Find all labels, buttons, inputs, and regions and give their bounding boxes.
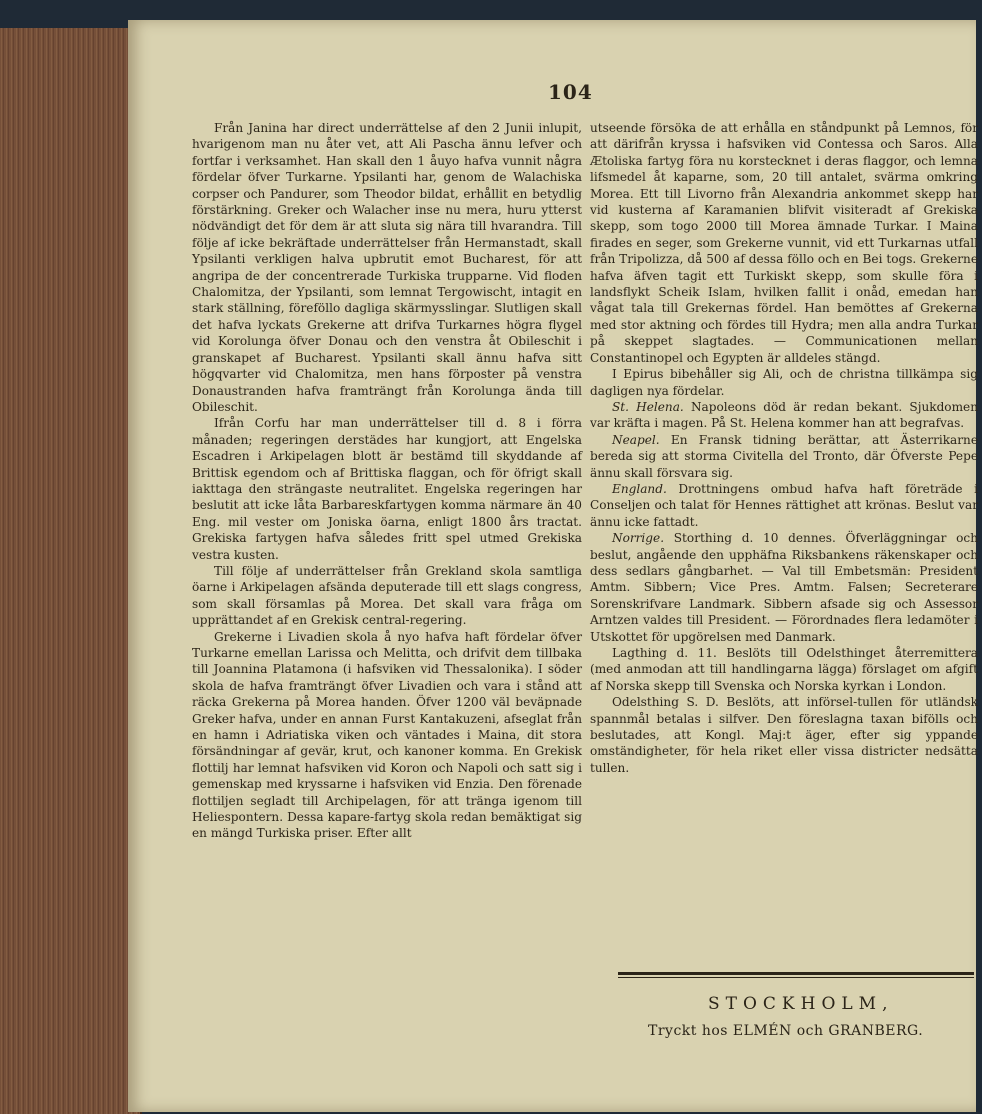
book-page	[128, 20, 979, 1112]
section-heading: England.	[612, 481, 667, 496]
divider-thin	[618, 977, 974, 978]
paragraph: Till följe af underrättelser från Grekland skola samtliga öarne i Arkipelagen afsända deputerade till ett slags congress, som skall församlas på Morea. Det skall vara fråga om upprättandet af en Grekisk central-regering.	[192, 563, 582, 628]
paragraph-text: Storthing d. 10 dennes. Öfverläggningar och beslut, angående den upphäfna Riksbankens räkenskaper och dess sedlars gångbarhet. — Val till Embetsmän: President Amtm. Sibbern; Vice Pres. Amtm. Falsen; Secreterare Sorenskrifvare Landmark. Sibbern afsade sig och Assessor Arntzen valdes till President. — Förordnades flera ledamöter i Utskottet för upgörelsen med Danmark.	[590, 531, 978, 644]
book-page-edges	[0, 28, 142, 1114]
paragraph-text: Napoleons död är redan bekant. Sjukdomen var kräfta i magen. På St. Helena kommer han att begrafvas.	[590, 399, 979, 431]
section-heading: Norrige.	[612, 531, 665, 546]
imprint-printer: Tryckt hos ELMÉN och GRANBERG.	[648, 1023, 924, 1039]
left-column	[192, 120, 582, 842]
divider	[618, 972, 974, 975]
news-item-neapel	[590, 432, 978, 481]
right-column	[590, 120, 978, 776]
paragraph: Från Janina har direct underrättelse af den 2 Junii inlupit, hvarigenom man nu åter vet, att Ali Pascha ännu lefver och fortfar i verksamhet. Han skall den 1 åuyo hafva vunnit några fördelar öfver Turkarne. Ypsilanti har, genom de Walachiska corpser och Pandurer, som Theodor bildat, erhållit en betydlig förstärkning. Greker och Walacher inse nu mera, huru ytterst nödvändigt det för dem är att sluta sig nära till hvarandra. Till följe af icke bekräftade underrättelser från Hermanstadt, skall Ypsilanti verkligen halva upbrutit emot Bucharest, för att angripa de der concentrerade Turkiska trupparne. Vid floden Chalomitza, der Ypsilanti, som lemnat Tergowischt, intagit en stark ställning, föreföllo dagliga skärmysslingar. Slutligen skall det hafva lyckats Grekerne att drifva Turkarnes högra flygel vid Korolunga öfver Donau och den venstra åt Obileschit i granskapet af Bucharest. Ypsilanti skall ännu hafva sitt högqvarter vid Chalomitza, men hans förposter på venstra Donaustranden hafva framträngt från Korolunga ända till Obileschit.	[192, 121, 582, 414]
paragraph: Odelsthing S. D. Beslöts, att införsel-tullen för utländsk spannmål betalas i silfver. Den föreslagna taxan bifölls och beslutades, att Kongl. Maj:t äger, efter sig yppande omständigheter, för hela riket eller vissa districter nedsätta tullen.	[590, 695, 978, 775]
news-item-england	[590, 481, 978, 530]
news-item-st-helena	[590, 399, 978, 432]
paragraph-text: Drottningens ombud hafva haft företräde i Conseljen och talat för Hennes rättighet att krönas. Beslut var ännu icke fattadt.	[590, 481, 978, 529]
paragraph: Lagthing d. 11. Beslöts till Odelsthinget återremittera (med anmodan att till handlingarna lägga) förslaget om afgift af Norska skepp till Svenska och Norska kyrkan i London.	[590, 646, 978, 693]
paragraph-text: En Fransk tidning berättar, att Ästerrikarne bereda sig att storma Civitella del Tronto, där Öfverste Pepe ännu skall försvara sig.	[590, 432, 978, 480]
paragraph: Ifrån Corfu har man underrättelser till d. 8 i förra månaden; regeringen derstädes har kungjort, att Engelska Escadren i Arkipelagen blott är bestämd till skyddande af Brittisk egendom och af Brittiska flaggan, och för öfrigt skall iakttaga den strängaste neutralitet. Engelska regeringen har beslutit att icke låta Barbareskfartygen komma närmare än 40 Eng. mil vester om Joniska öarna, enligt 1800 års tractat. Grekiska fartygen hafva således fritt spel utmed Grekiska vestra kusten.	[192, 416, 582, 562]
paragraph: I Epirus bibehåller sig Ali, och de christna tillkämpa sig dagligen nya fördelar.	[590, 367, 978, 398]
paragraph: utseende försöka de att erhålla en ståndpunkt på Lemnos, för att därifrån kryssa i hafsviken vid Contessa och Saros. Alla Ætoliska fartyg föra nu korstecknet i deras flaggor, och lemna lifsmedel åt kaparne, som, 20 till antalet, svärma omkring Morea. Ett till Livorno från Alexandria ankommet skepp har vid kusterna af Karamanien blifvit visiteradt af Grekiska skepp, som togo 2000 till Morea ämnade Turkar. I Maina firades en seger, som Grekerne vunnit, vid ett Turkarnas utfall från Tripolizza, då 500 af dessa föllo och en Bei togs. Grekerne hafva äfven tagit ett Turkiskt skepp, som skulle föra i landsflykt Scheik Islam, hvilken fallit i onåd, emedan han vågat tala till Grekernas fördel. Han bemöttes af Grekerna med stor aktning och fördes till Hydra; men alla andra Turkar på skeppet slagtades. — Communicationen mellan Constantinopel och Egypten är alldeles stängd.	[590, 121, 978, 365]
news-item-norrige	[590, 530, 978, 645]
paragraph: Grekerne i Livadien skola å nyo hafva haft fördelar öfver Turkarne emellan Larissa och Melitta, och drifvit dem tillbaka till Joannina Platamona (i hafsviken vid Thessalonika). I söder skola de hafva framträngt öfver Livadien och vara i stånd att räcka Grekerna på Morea handen. Öfver 1200 väl beväpnade Greker hafva, under en annan Furst Kantakuzeni, afseglat från en hamn i Adriatiska viken och väntades i Maina, dit stora försändningar af gevär, krut, och kanoner komma. En Grekisk flottilj har lemnat hafsviken vid Koron och Napoli och satt sig i gemenskap med kryssarne i hafsviken vid Enzia. Den förenade flottiljen segladt till Archipelagen, för att tränga igenom till Heliespontern. Dessa kapare-fartyg skola redan bemäktigat sig en mängd Turkiska priser. Efter allt	[192, 629, 582, 841]
imprint-city: STOCKHOLM,	[708, 994, 894, 1014]
section-heading: Neapel.	[612, 432, 660, 447]
page-number: 104	[548, 80, 593, 104]
section-heading: St. Helena.	[612, 399, 684, 414]
